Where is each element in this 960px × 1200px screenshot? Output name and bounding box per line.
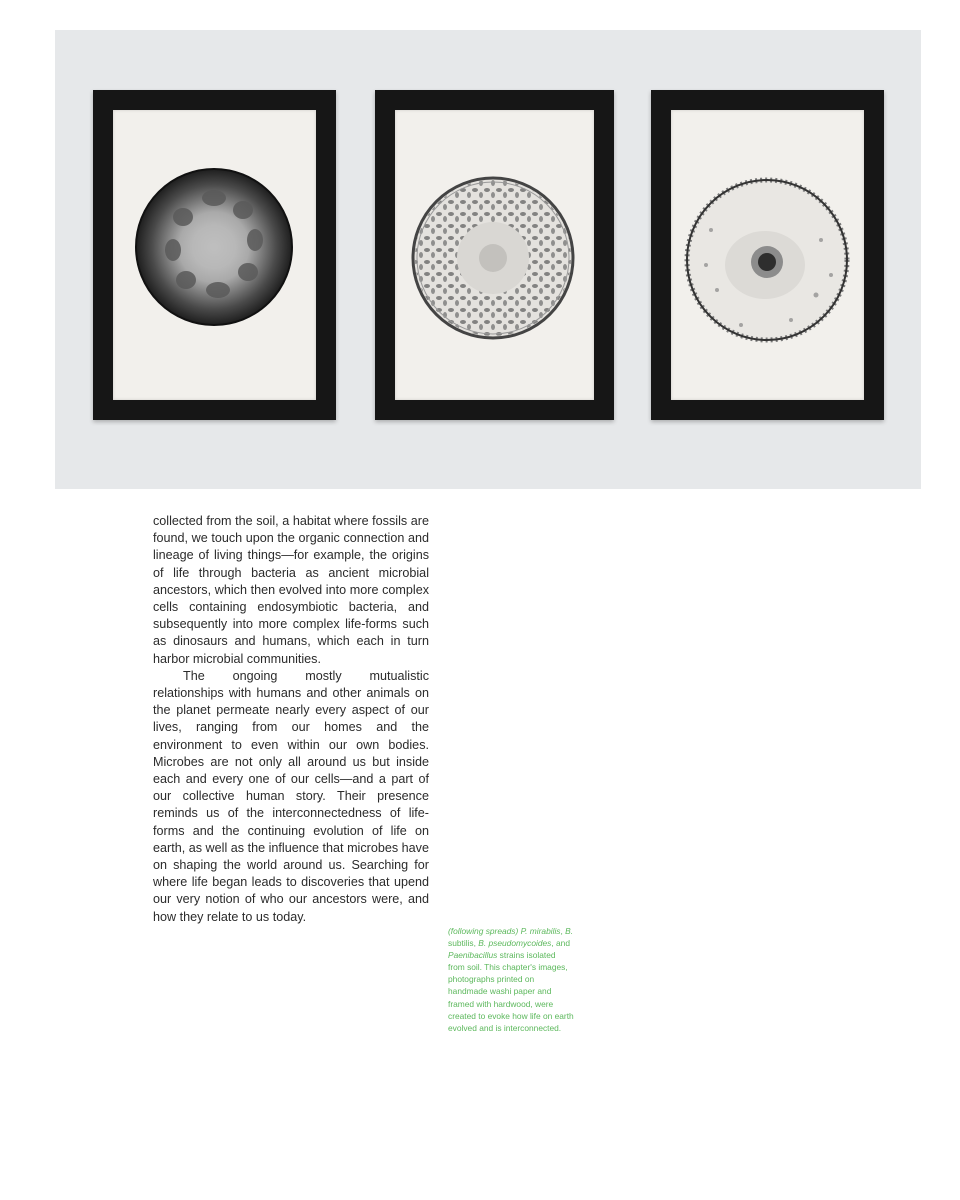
bacteria-culture-image-2 [375, 90, 614, 420]
caption-and: and [553, 938, 570, 949]
framed-artwork-2 [375, 90, 614, 420]
body-text [153, 513, 429, 926]
paragraph-1: collected from the soil, a habitat where fossils are found, we touch upon the organic connection and lineage of living things—for example, the origins of life through bacteria as ancient microbial ancestors, which then evolved into more complex cells containing endosymbiotic bacteria, and subsequently into more complex life-forms such as dinosaurs and humans, which each in turn harbor microbial communities. [153, 514, 429, 666]
caption-rest: strains isolated from soil. This chapter's images, photographs printed on handmade washi paper and framed with hardwood, were created to evoke how life on earth evolved and is interconnected. [448, 950, 574, 1033]
caption-species-1: P. mirabilis [520, 926, 561, 936]
photo-panel [55, 30, 921, 489]
caption-lead: (following spreads) [448, 926, 519, 936]
bacteria-culture-image-1 [93, 90, 336, 420]
framed-artwork-1 [93, 90, 336, 420]
caption-species-3: B. pseudomycoides [478, 938, 552, 949]
framed-artwork-3 [651, 90, 884, 420]
caption-sep-1: , [560, 926, 566, 936]
paragraph-2: The ongoing mostly mutualistic relationships with humans and other animals on the planet permeate nearly every aspect of our lives, ranging from our homes and the environment to even within our own bodies. Microbes are not only all around us but inside each and every one of our cells—and a part of our collective human story. Their presence reminds us of the interconnectedness of life-forms and the continuing evolution of life on earth, as well as the influence that microbes have on shaping the world around us. Searching for where life began leads to discoveries that upend our very notion of who our ancestors were, and how they relate to us today. [153, 668, 429, 924]
caption-species-2: B. [565, 926, 574, 936]
caption-species-4: Paenibacillus [448, 950, 498, 961]
caption-sep-3: , [551, 938, 554, 949]
figure-caption [448, 925, 574, 1034]
bacteria-culture-image-3 [651, 90, 884, 420]
caption-species-2b: subtilis, [448, 938, 476, 949]
